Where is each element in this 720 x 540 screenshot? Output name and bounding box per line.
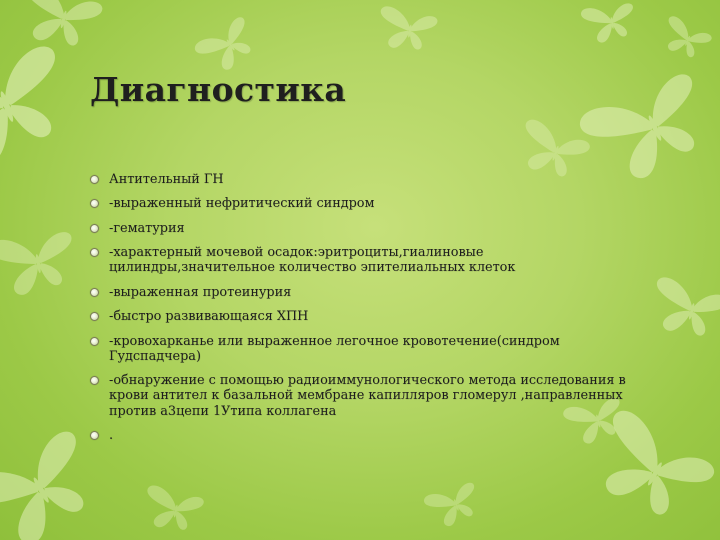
circle-bullet-icon — [90, 376, 99, 385]
butterfly-icon — [14, 0, 104, 54]
bullet-text: -быстро развивающаяся ХПН — [109, 309, 309, 325]
bullet-item — [90, 334, 650, 364]
bullet-text: -выраженный нефритический синдром — [109, 196, 375, 212]
circle-bullet-icon — [90, 288, 99, 297]
bullet-list — [90, 172, 650, 452]
circle-bullet-icon — [90, 431, 99, 440]
bullet-item — [90, 172, 650, 187]
butterfly-icon — [140, 484, 205, 535]
circle-bullet-icon — [90, 199, 99, 208]
bullet-text: Антительный ГН — [109, 172, 224, 187]
bullet-item — [90, 373, 650, 419]
butterfly-icon — [422, 479, 484, 531]
bullet-item — [90, 245, 650, 275]
bullet-text: -кровохарканье или выраженное легочное кровотечение(синдром Гудспадчера) — [109, 333, 560, 364]
butterfly-icon — [375, 5, 439, 54]
butterfly-icon — [0, 228, 80, 300]
bullet-text: -гематурия — [109, 220, 185, 236]
circle-bullet-icon — [90, 312, 99, 321]
bullet-item — [90, 428, 650, 443]
bullet-text: -выраженная протеинурия — [109, 284, 292, 300]
circle-bullet-icon — [90, 248, 99, 257]
bullet-text: -характерный мочевой осадок:эритроциты,гиалиновые цилиндры,значительное количество эпителиальных клеток — [109, 245, 516, 276]
butterfly-icon — [0, 38, 82, 179]
bullet-item — [90, 196, 650, 211]
bullet-item — [90, 309, 650, 324]
butterfly-icon — [657, 14, 714, 64]
bullet-item — [90, 285, 650, 300]
circle-bullet-icon — [90, 337, 99, 346]
circle-bullet-icon — [90, 224, 99, 233]
butterfly-icon — [646, 275, 720, 343]
bullet-text: -обнаружение с помощью радиоиммунологического метода исследования в крови антител к базальной мембране капилляров гломерул ,направленных против а3цепи 1Утипа коллагена — [109, 373, 626, 419]
bullet-text: . — [109, 427, 114, 443]
butterfly-icon — [580, 0, 638, 45]
bullet-item — [90, 221, 650, 236]
circle-bullet-icon — [90, 175, 99, 184]
slide-title: Диагностика — [90, 70, 347, 109]
